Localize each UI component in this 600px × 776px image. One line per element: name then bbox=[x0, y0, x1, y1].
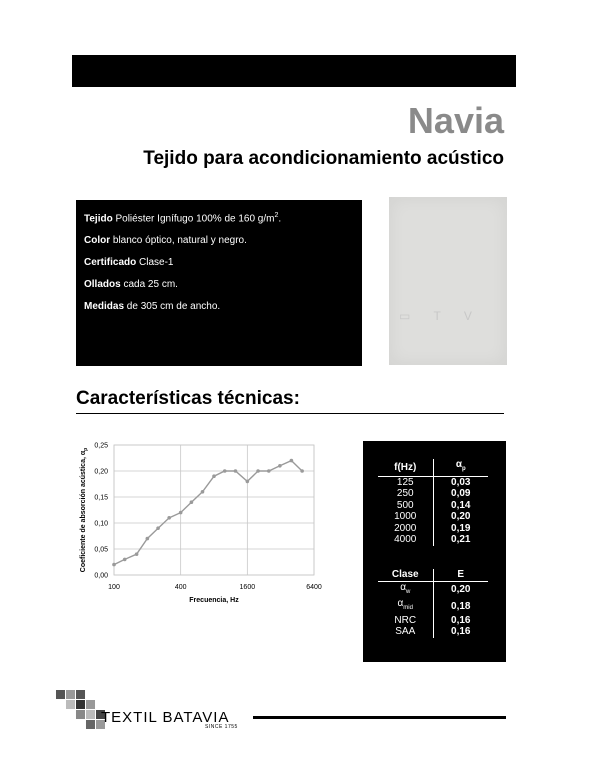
table-row bbox=[378, 488, 488, 500]
table-header-row bbox=[378, 569, 488, 581]
spec-value-superscript: 2 bbox=[274, 212, 279, 219]
y-tick-label: 0,25 bbox=[94, 442, 108, 450]
table-key-cell: 4000 bbox=[378, 534, 433, 546]
spec-label: Medidas bbox=[84, 301, 125, 313]
spec-line bbox=[84, 212, 354, 224]
data-point bbox=[223, 469, 227, 473]
brand-name: TEXTIL BATAVIA bbox=[101, 709, 230, 726]
spec-label: Tejido bbox=[84, 213, 113, 225]
x-tick-label: 1600 bbox=[239, 584, 256, 591]
table-header-cell: f(Hz) bbox=[378, 459, 433, 476]
table-row bbox=[378, 511, 488, 523]
logo-square bbox=[66, 690, 75, 699]
logo-square bbox=[76, 690, 85, 699]
spec-value: Poliéster Ignífugo 100% de 160 g/m bbox=[112, 213, 275, 225]
section-divider bbox=[76, 413, 504, 414]
data-point bbox=[246, 480, 250, 484]
spec-line bbox=[84, 301, 354, 312]
swatch-watermark-logo: ▭ T V bbox=[399, 309, 482, 323]
y-tick-label: 0,00 bbox=[94, 572, 108, 580]
table-row bbox=[378, 476, 488, 488]
data-point bbox=[135, 552, 139, 556]
data-point bbox=[256, 469, 260, 473]
table-key-cell: 2000 bbox=[378, 523, 433, 535]
data-point bbox=[156, 526, 160, 530]
logo-square bbox=[86, 700, 95, 709]
table-header-cell: Clase bbox=[378, 569, 433, 581]
logo-square bbox=[66, 700, 75, 709]
table-row bbox=[378, 523, 488, 535]
spec-value: de 305 cm de ancho. bbox=[124, 301, 221, 313]
header-bar bbox=[72, 55, 516, 87]
specs-box bbox=[76, 200, 362, 366]
x-axis-label: Frecuencia, Hz bbox=[189, 597, 239, 604]
table-value-cell: 0,14 bbox=[451, 499, 471, 511]
table-value-cell: 0,20 bbox=[451, 511, 471, 522]
class-table bbox=[378, 569, 488, 638]
footer-rule bbox=[253, 716, 506, 719]
data-point bbox=[278, 464, 282, 468]
y-tick-label: 0,20 bbox=[94, 468, 108, 476]
x-tick-label: 6400 bbox=[306, 584, 322, 591]
y-tick-label: 0,15 bbox=[94, 494, 108, 502]
table-key-cell: 500 bbox=[378, 500, 433, 512]
y-axis-label: Coeficiente de absorción acústica, $\alpha_p$ bbox=[80, 447, 89, 573]
fabric-swatch-image bbox=[389, 197, 507, 365]
table-key-cell: $\alpha_w$ bbox=[378, 581, 433, 598]
table-key-cell: $\alpha_{mid}$ bbox=[378, 598, 433, 615]
logo-square bbox=[76, 700, 85, 709]
x-tick-label: 100 bbox=[108, 584, 120, 591]
x-tick-label: 400 bbox=[174, 584, 187, 591]
y-tick-label: 0,05 bbox=[94, 546, 108, 554]
table-header-row bbox=[378, 459, 488, 476]
data-point bbox=[112, 563, 116, 567]
logo-square bbox=[56, 690, 65, 699]
table-row bbox=[378, 534, 488, 546]
table-key-cell: 125 bbox=[378, 476, 433, 488]
table-row bbox=[378, 615, 488, 627]
table-value-cell: 0,16 bbox=[451, 626, 471, 637]
y-axis-label-subscript: p bbox=[83, 447, 89, 451]
spec-label: Ollados bbox=[84, 279, 121, 291]
data-point bbox=[290, 459, 294, 463]
y-tick-label: 0,10 bbox=[94, 520, 108, 528]
spec-line bbox=[84, 279, 354, 290]
table-value-cell: 0,21 bbox=[451, 534, 471, 545]
data-point bbox=[212, 474, 216, 478]
technical-table-box bbox=[363, 441, 506, 662]
data-point bbox=[146, 537, 150, 541]
data-point bbox=[123, 558, 127, 562]
product-subtitle: Tejido para acondicionamiento acústico bbox=[143, 148, 504, 169]
data-point bbox=[201, 490, 205, 494]
frequency-table bbox=[378, 459, 488, 546]
logo-square bbox=[86, 720, 95, 729]
spec-value: blanco óptico, natural y negro. bbox=[110, 235, 247, 247]
data-point bbox=[234, 469, 238, 473]
table-key-cell: 250 bbox=[378, 488, 433, 500]
section-title: Características técnicas: bbox=[76, 388, 300, 409]
table-key-cell: 1000 bbox=[378, 511, 433, 523]
table-value-cell: 0,16 bbox=[451, 614, 471, 626]
data-point bbox=[167, 516, 171, 520]
table-row bbox=[378, 626, 488, 638]
table-value-cell: 0,09 bbox=[451, 488, 471, 499]
data-point bbox=[179, 511, 183, 515]
table-value-cell: 0,18 bbox=[451, 600, 471, 612]
spec-value-end: . bbox=[278, 213, 282, 225]
logo-square bbox=[76, 710, 85, 719]
table-header-cell: $\alpha_p$ bbox=[433, 459, 488, 476]
product-title: Navia bbox=[407, 100, 504, 141]
data-point bbox=[300, 469, 304, 473]
table-value-cell: 0,03 bbox=[451, 476, 471, 488]
table-value-cell: 0,19 bbox=[451, 522, 471, 534]
table-row bbox=[378, 598, 488, 615]
spec-line bbox=[84, 235, 354, 246]
data-point bbox=[190, 500, 194, 504]
spec-label: Color bbox=[84, 235, 111, 247]
table-row bbox=[378, 500, 488, 512]
spec-value: cada 25 cm. bbox=[120, 279, 178, 291]
brand-since: SINCE 1755 bbox=[205, 724, 238, 730]
table-key-cell: NRC bbox=[378, 615, 433, 627]
table-key-cell: SAA bbox=[378, 626, 433, 638]
spec-line bbox=[84, 257, 354, 268]
spec-value: Clase-1 bbox=[136, 257, 174, 269]
table-row bbox=[378, 581, 488, 598]
table-header-cell: E bbox=[433, 569, 488, 581]
spec-label: Certificado bbox=[84, 257, 137, 269]
absorption-chart bbox=[74, 438, 344, 608]
table-value-cell: 0,20 bbox=[451, 584, 471, 595]
logo-square bbox=[86, 710, 95, 719]
data-point bbox=[267, 469, 271, 473]
